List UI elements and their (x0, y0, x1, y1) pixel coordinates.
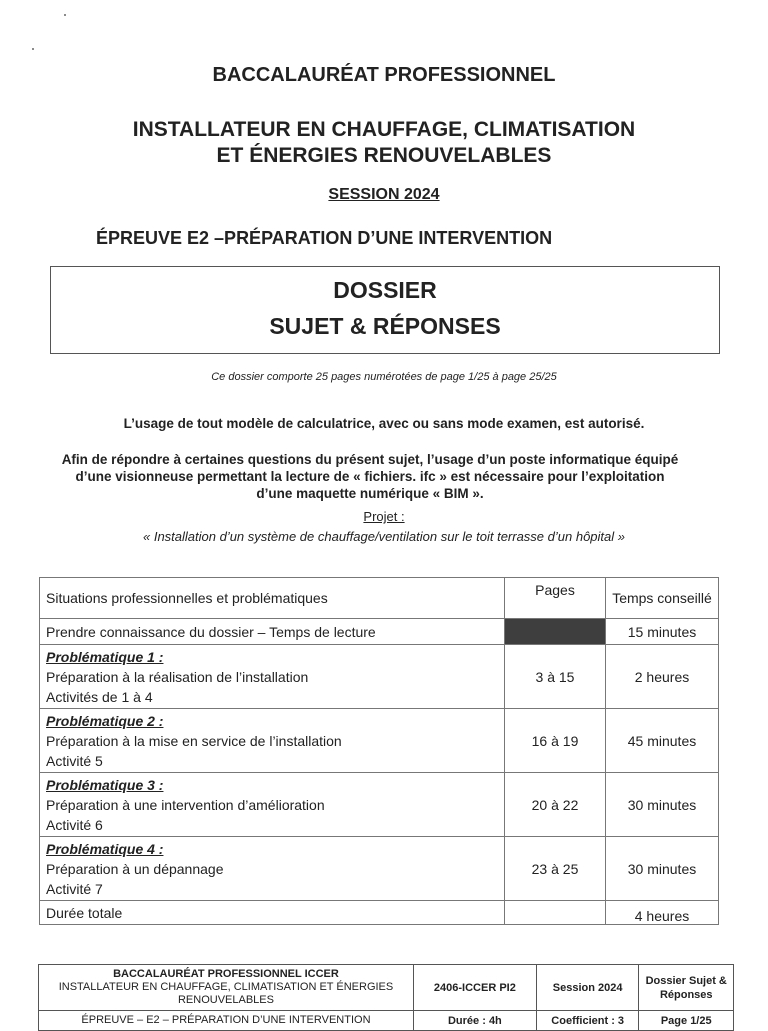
scan-speck (32, 48, 34, 50)
total-pages (505, 901, 606, 925)
footer-session: Session 2024 (536, 965, 639, 1011)
problem-cell (40, 709, 505, 773)
header-temps: Temps conseillé (606, 578, 719, 619)
pages-note: Ce dossier comporte 25 pages numérotées de page 1/25 à page 25/25 (211, 371, 557, 383)
table-row (40, 709, 719, 773)
problem-time: 2 heures (606, 645, 719, 709)
footer-coef: Coefficient : 3 (536, 1011, 639, 1031)
session-label: SESSION 2024 (328, 186, 440, 203)
bim-notice: Afin de répondre à certaines questions du présent sujet, l’usage d’un poste informatique équipé d’une visionneuse permettant la lecture de « fichiers. ifc » est nécessaire pour l’exploitation d’une maquette numérique « BIM ». (61, 452, 679, 501)
reading-time: 15 minutes (606, 619, 719, 645)
problem-time: 30 minutes (606, 773, 719, 837)
footer-row-2 (39, 1011, 734, 1031)
calculator-notice: L’usage de tout modèle de calculatrice, avec ou sans mode examen, est autorisé. (123, 416, 645, 431)
header-pages: Pages (505, 578, 606, 619)
total-label: Durée totale (40, 901, 505, 925)
footer-bac: BACCALAURÉAT PROFESSIONNEL ICCER (113, 968, 339, 980)
problem-cell (40, 645, 505, 709)
problem-pages: 3 à 15 (505, 645, 606, 709)
footer-page: Page 1/25 (639, 1011, 734, 1031)
problem-desc: Préparation à la réalisation de l’installation (46, 668, 309, 685)
dossier-subtitle: SUJET & RÉPONSES (269, 313, 501, 339)
footer-table (38, 964, 734, 1031)
problem-activity: Activités de 1 à 4 (46, 688, 153, 705)
reading-pages-shaded (505, 619, 606, 645)
projet-label: Projet : (363, 509, 405, 524)
footer-exam-cell (39, 965, 414, 1011)
problem-desc: Préparation à une intervention d’amélioration (46, 796, 325, 813)
problem-cell (40, 837, 505, 901)
problem-pages: 16 à 19 (505, 709, 606, 773)
table-header-row (40, 578, 719, 619)
problem-activity: Activité 6 (46, 816, 103, 833)
projet-text: « Installation d’un système de chauffage/ventilation sur le toit terrasse d’un hôpital » (142, 529, 625, 544)
table-row (40, 645, 719, 709)
footer-row-1 (39, 965, 734, 1011)
problem-time: 45 minutes (606, 709, 719, 773)
epreuve-heading: ÉPREUVE E2 –PRÉPARATION D’UNE INTERVENTION (96, 228, 553, 248)
table-row (40, 837, 719, 901)
problem-cell (40, 773, 505, 837)
footer-epreuve: ÉPREUVE – E2 – PRÉPARATION D’UNE INTERVENTION (39, 1011, 414, 1031)
footer-doc-type: Dossier Sujet & Réponses (639, 965, 734, 1011)
dossier-box (50, 266, 720, 354)
table-row (40, 619, 719, 645)
specialty-line-2: ET ÉNERGIES RENOUVELABLES (216, 144, 552, 167)
problem-title: Problématique 4 : (46, 840, 164, 857)
problem-title: Problématique 1 : (46, 648, 164, 665)
exam-title: BACCALAURÉAT PROFESSIONNEL (212, 64, 556, 86)
problem-title: Problématique 3 : (46, 776, 164, 793)
total-row (40, 901, 719, 925)
problem-time: 30 minutes (606, 837, 719, 901)
specialty-heading (0, 117, 768, 169)
problem-activity: Activité 5 (46, 752, 103, 769)
problem-pages: 20 à 22 (505, 773, 606, 837)
schedule-table (39, 577, 719, 925)
problem-pages: 23 à 25 (505, 837, 606, 901)
footer-spec: INSTALLATEUR EN CHAUFFAGE, CLIMATISATION ET ÉNERGIES RENOUVELABLES (58, 981, 394, 1006)
scan-speck (64, 14, 66, 16)
dossier-title: DOSSIER (333, 277, 437, 303)
total-time: 4 heures (606, 901, 719, 925)
footer-code: 2406-ICCER PI2 (413, 965, 536, 1011)
footer-duree: Durée : 4h (413, 1011, 536, 1031)
problem-title: Problématique 2 : (46, 712, 164, 729)
reading-label: Prendre connaissance du dossier – Temps de lecture (40, 619, 505, 645)
problem-desc: Préparation à la mise en service de l’installation (46, 732, 342, 749)
problem-desc: Préparation à un dépannage (46, 860, 224, 877)
specialty-line-1: INSTALLATEUR EN CHAUFFAGE, CLIMATISATION (132, 118, 636, 141)
problem-activity: Activité 7 (46, 880, 103, 897)
header-situations: Situations professionnelles et problématiques (40, 578, 505, 619)
table-row (40, 773, 719, 837)
